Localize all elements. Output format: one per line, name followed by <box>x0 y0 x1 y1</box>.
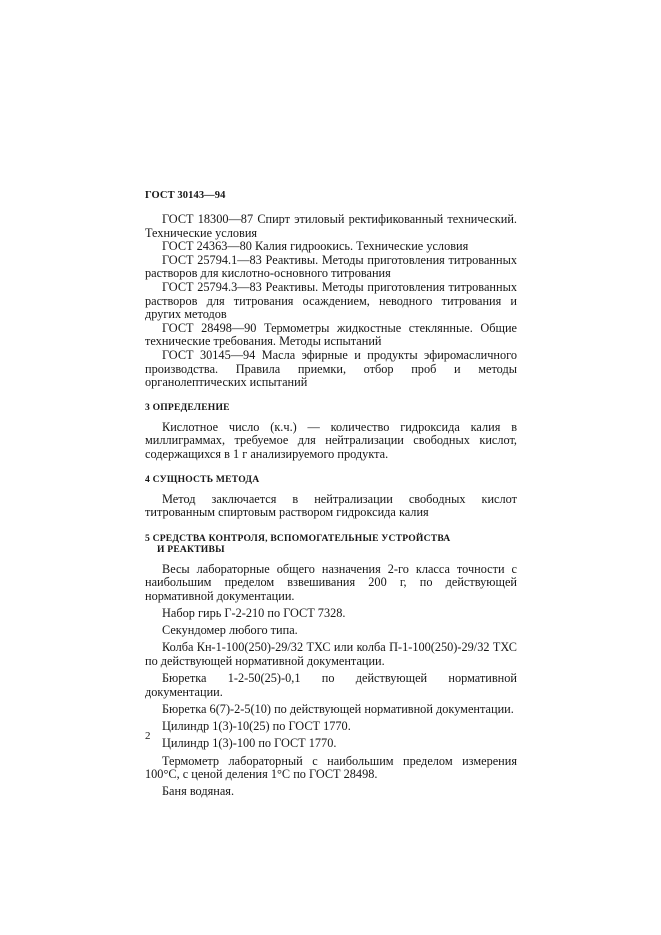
equipment-list <box>145 563 517 799</box>
document-body <box>145 213 517 799</box>
reference-item: ГОСТ 28498—90 Термометры жидкостные стеклянные. Общие технические требования. Методы испытаний <box>145 320 517 349</box>
section-5-title <box>145 533 517 555</box>
equipment-item: Бюретка 1-2-50(25)-0,1 по действующей нормативной документации. <box>145 671 517 699</box>
reference-item: ГОСТ 30145—94 Масла эфирные и продукты эфиромасличного производства. Правила приемки, отбор проб и методы органолептических испытаний <box>145 347 517 390</box>
reference-item: ГОСТ 25794.1—83 Реактивы. Методы приготовления титрованных растворов для кислотно-основного титрования <box>145 252 517 281</box>
section-5-title-line1: 5 СРЕДСТВА КОНТРОЛЯ, ВСПОМОГАТЕЛЬНЫЕ УСТРОЙСТВА <box>145 532 451 544</box>
reference-item: ГОСТ 18300—87 Спирт этиловый ректификованный технический. Технические условия <box>145 212 517 240</box>
equipment-item: Колба Кн-1-100(250)-29/32 ТХС или колба П-1-100(250)-29/32 ТХС по действующей нормативной документации. <box>145 640 517 669</box>
reference-item: ГОСТ 25794.3—83 Реактивы. Методы приготовления титрованных растворов для титрования осаждением, неводного титрования и других методов <box>145 279 517 322</box>
section-3-title: 3 ОПРЕДЕЛЕНИЕ <box>145 401 230 413</box>
equipment-item: Бюретка 6(7)-2-5(10) по действующей нормативной документации. <box>162 702 514 716</box>
section-3-text: Кислотное число (к.ч.) — количество гидроксида калия в миллиграммах, требуемое для нейтрализации свободных кислот, содержащихся в 1 г анализируемого продукта. <box>145 419 517 461</box>
equipment-item: Набор гирь Г-2-210 по ГОСТ 7328. <box>162 606 346 621</box>
equipment-item: Цилиндр 1(3)-100 по ГОСТ 1770. <box>162 736 337 751</box>
references-list <box>145 213 517 390</box>
reference-item: ГОСТ 24363—80 Калия гидроокись. Технические условия <box>162 239 469 254</box>
page-number: 2 <box>145 730 151 742</box>
section-4-text: Метод заключается в нейтрализации свободных кислот титрованным спиртовым раствором гидроксида калия <box>145 491 517 520</box>
document-header-code: ГОСТ 30143—94 <box>145 190 226 201</box>
section-4-title: 4 СУЩНОСТЬ МЕТОДА <box>145 473 260 485</box>
equipment-item: Баня водяная. <box>162 784 235 799</box>
section-5-title-line2: И РЕАКТИВЫ <box>157 543 225 555</box>
equipment-item: Секундомер любого типа. <box>162 623 298 638</box>
equipment-item: Весы лабораторные общего назначения 2-го класса точности с наибольшим пределом взвешивания 200 г, по действующей нормативной документации. <box>145 561 517 603</box>
equipment-item: Термометр лабораторный с наибольшим пределом измерения 100°С, с ценой деления 1°С по ГОСТ 28498. <box>145 753 517 782</box>
equipment-item: Цилиндр 1(3)-10(25) по ГОСТ 1770. <box>162 719 351 734</box>
